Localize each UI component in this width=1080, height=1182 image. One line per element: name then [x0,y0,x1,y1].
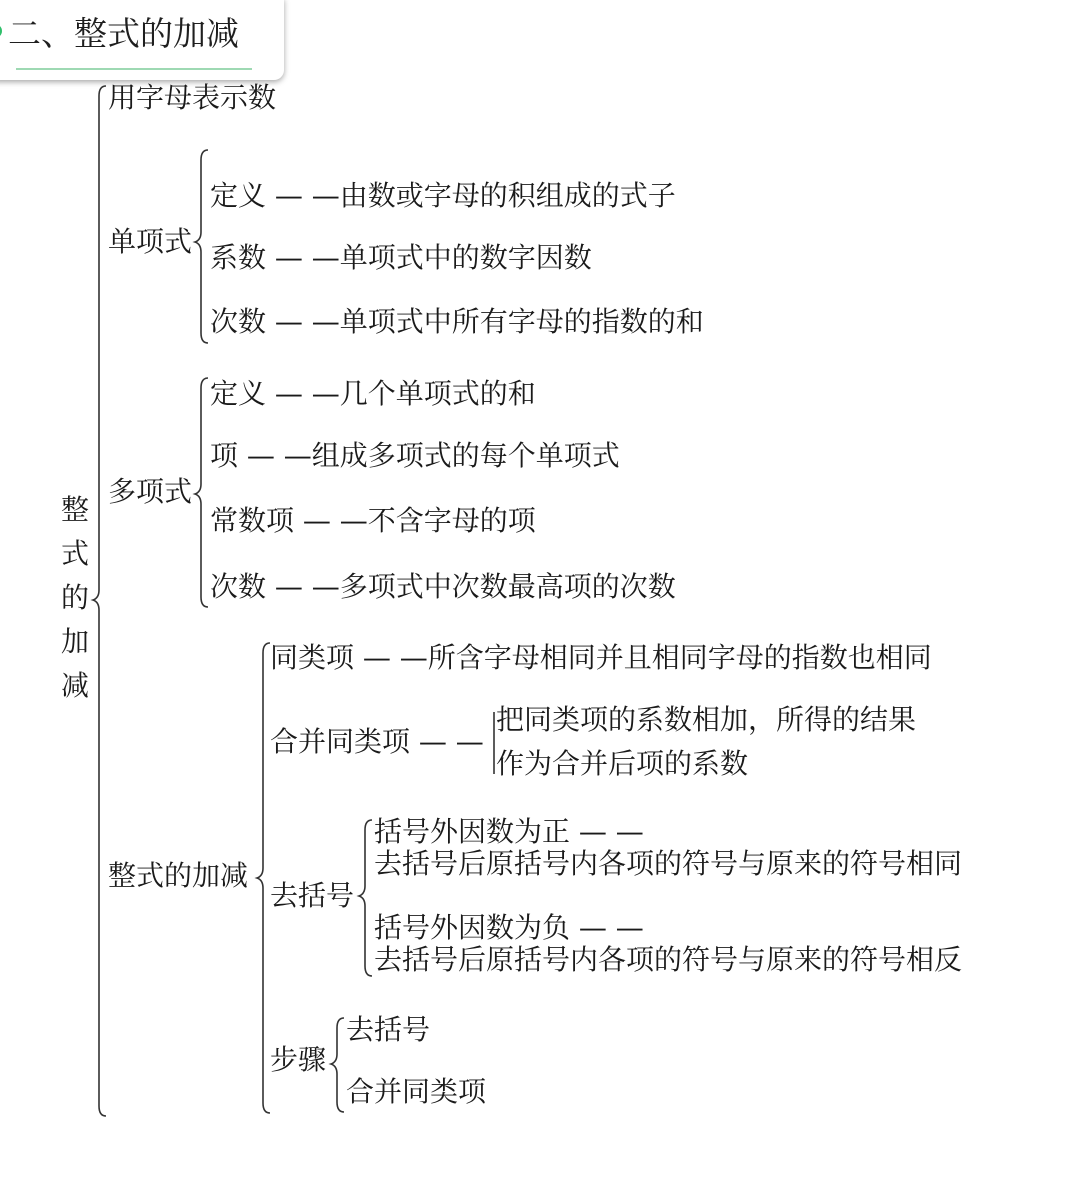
root-char: 式 [60,537,89,570]
combine-line1: 把同类项的系数相加，所得的结果 [496,703,917,736]
combine-label: 合并同类项 — — [270,725,484,758]
polynomial-definition: 定义 — —几个单项式的和 [210,377,536,410]
remove-brackets-label: 去括号 [270,879,355,912]
like-terms: 同类项 — —所含字母相同并且相同字母的指数也相同 [270,641,932,674]
header-title: 二、整式的加减 [8,14,239,53]
root-brace [93,86,106,1116]
root-char: 减 [60,669,89,702]
monomial-brace [195,150,208,343]
root-char: 的 [60,581,89,614]
branch-letters: 用字母表示数 [108,81,277,114]
root-label [60,488,90,708]
addsub-brace [257,643,270,1113]
step-1: 去括号 [346,1013,431,1046]
polynomial-constant-term: 常数项 — —不含字母的项 [210,504,536,537]
steps-label: 步骤 [270,1043,327,1076]
polynomial-brace [195,378,208,607]
monomial-definition: 定义 — —由数或字母的积组成的式子 [210,179,676,212]
polynomial-label: 多项式 [108,475,193,508]
step-2: 合并同类项 [346,1075,487,1108]
root-char: 加 [60,625,89,658]
root-char: 整 [60,493,89,526]
remove-brackets-brace [359,820,372,976]
polynomial-degree: 次数 — —多项式中次数最高项的次数 [210,570,676,603]
positive-head: 括号外因数为正 — — [374,815,644,848]
positive-body: 去括号后原括号内各项的符号与原来的符号相同 [374,847,963,880]
addsub-label: 整式的加减 [108,859,249,892]
steps-brace [331,1018,344,1112]
monomial-coefficient: 系数 — —单项式中的数字因数 [210,241,592,274]
polynomial-term: 项 — —组成多项式的每个单项式 [210,439,620,472]
negative-body: 去括号后原括号内各项的符号与原来的符号相反 [374,943,963,976]
monomial-degree: 次数 — —单项式中所有字母的指数的和 [210,305,704,338]
negative-head: 括号外因数为负 — — [374,911,644,944]
combine-line2: 作为合并后项的系数 [496,747,749,780]
monomial-label: 单项式 [108,225,193,258]
